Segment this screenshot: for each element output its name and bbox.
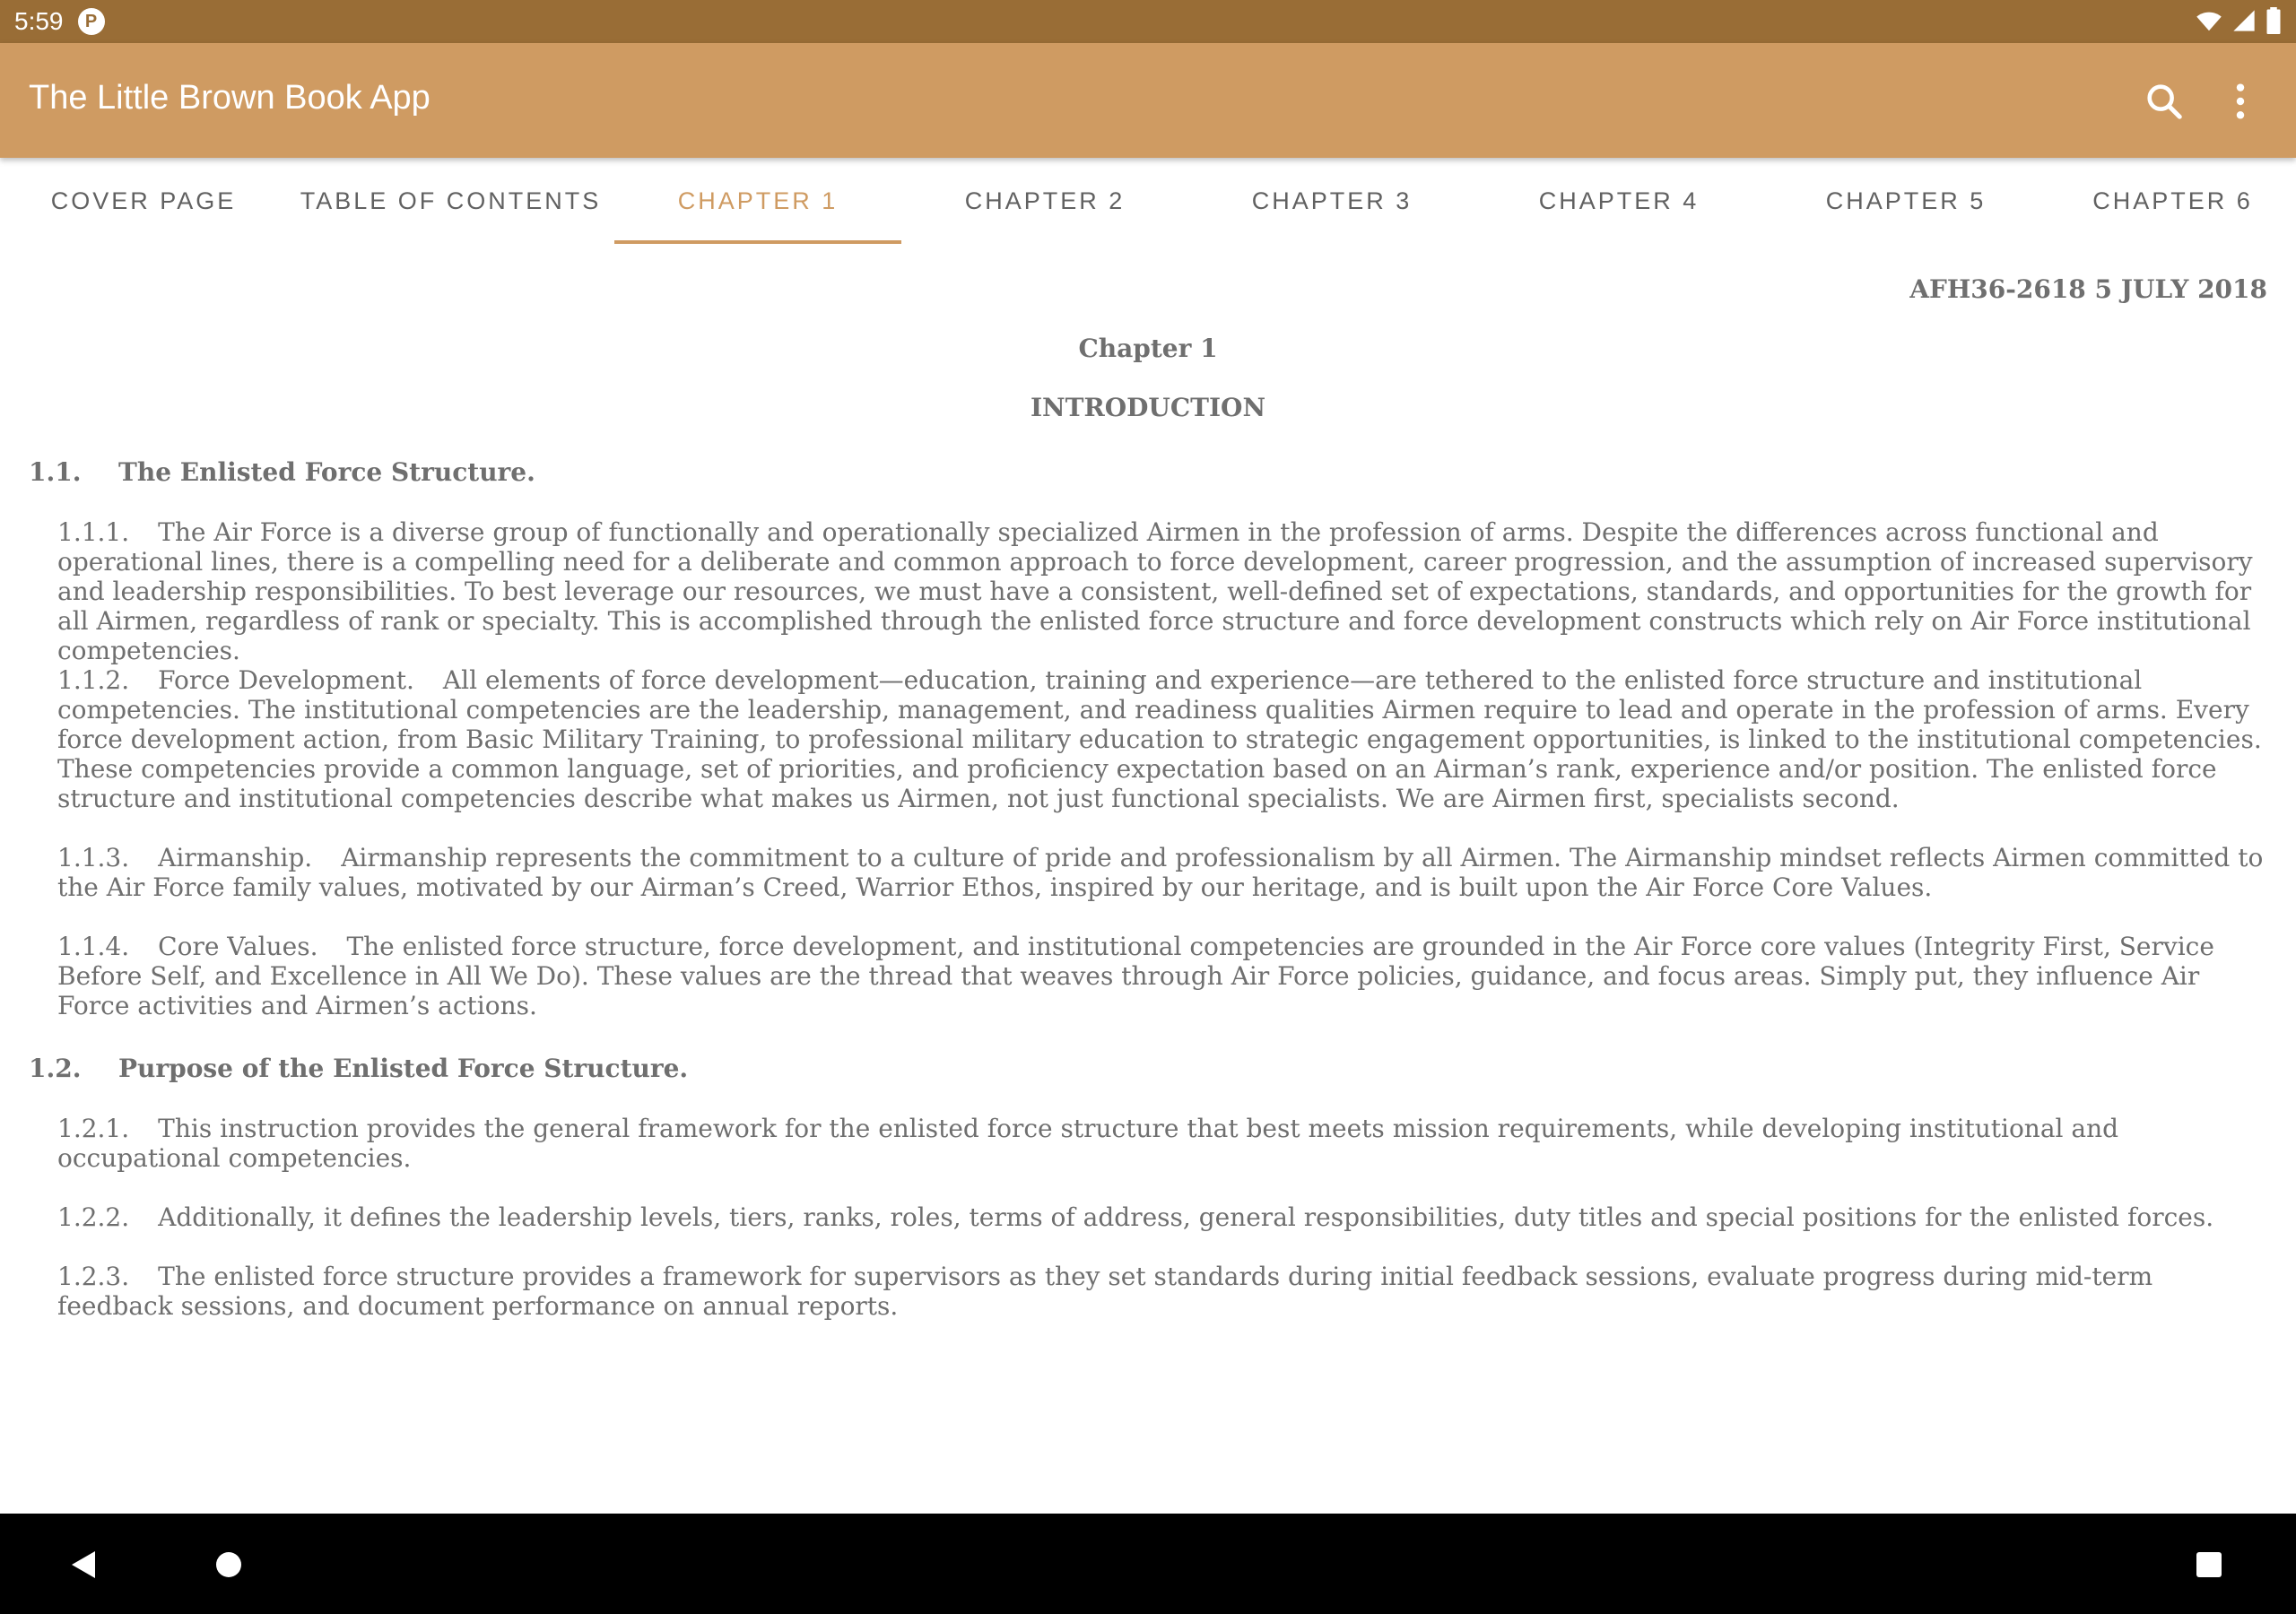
paragraph-text: Airmanship represents the commitment to a culture of pride and professionalism by all Airmen. The Airmanship mindset reflects Airmen committed to the Air Force family values, motivated by our Airman’s Creed, Warrior Ethos, inspired by our heritage, and is built upon the Air Force Core Values. [57,843,2264,902]
paragraph-number: 1.2.2. [57,1202,130,1232]
tab-chapter-5[interactable]: CHAPTER 5 [1825,187,1987,214]
more-options-icon[interactable] [2224,81,2257,122]
chapter-title: Chapter 1 [1078,334,1218,363]
section-number: 1.1. [29,457,82,487]
paragraph [57,517,2264,665]
wifi-icon [2196,7,2222,34]
chapter-document[interactable] [0,244,2296,1514]
status-time: 5:59 [14,7,64,35]
section-heading [29,457,535,487]
tab-chapter-4[interactable]: CHAPTER 4 [1538,187,1700,214]
paragraph [57,1114,2264,1173]
paragraph [57,932,2264,1020]
paragraph-heading: Core Values. [158,932,318,961]
back-icon[interactable] [70,1549,97,1580]
status-icons [2196,7,2282,34]
status-bar [0,0,2296,43]
paragraph-number: 1.2.3. [57,1262,130,1291]
paragraph-heading: Airmanship. [158,843,313,872]
chapter-subtitle: INTRODUCTION [1030,393,1266,422]
tab-cover-page[interactable]: COVER PAGE [50,187,237,214]
paragraph-number: 1.1.2. [57,665,130,695]
paragraph-text: The enlisted force structure, force development, and institutional competencies are grounded in the Air Force core values (Integrity First, Service Before Self, and Excellence in All We Do). These values are the thread that weaves through Air Force policies, guidance, and focus areas. Simply put, they influence Air Force activities and Airmen’s actions. [57,932,2214,1020]
tab-table-of-contents[interactable]: TABLE OF CONTENTS [300,187,602,214]
section-heading [29,1054,688,1083]
tab-chapter-2[interactable]: CHAPTER 2 [964,187,1126,214]
paragraph-number: 1.2.1. [57,1114,130,1143]
app-title: The Little Brown Book App [29,79,430,117]
paragraph [57,1202,2264,1232]
paragraph-heading: Force Development. [158,665,414,695]
navigation-bar [0,1514,2296,1614]
battery-icon [2266,7,2282,34]
app-bar [0,43,2296,158]
section-title: Purpose of the Enlisted Force Structure. [118,1054,689,1083]
tab-chapter-6[interactable]: CHAPTER 6 [2092,187,2253,214]
paragraph-number: 1.1.3. [57,843,130,872]
paragraph-text: The enlisted force structure provides a framework for supervisors as they set standards during initial feedback sessions, evaluate progress during mid-term feedback sessions, and document performance on annual reports. [57,1262,2153,1321]
chapter-tabs [0,158,2296,244]
tab-chapter-1[interactable]: CHAPTER 1 [614,158,901,244]
cell-signal-icon [2231,8,2257,33]
paragraph-text: Additionally, it defines the leadership levels, tiers, ranks, roles, terms of address, general responsibilities, duty titles and special positions for the enlisted forces. [158,1202,2214,1232]
paragraph-text: This instruction provides the general framework for the enlisted force structure that best meets mission requirements, while developing institutional and occupational competencies. [57,1114,2119,1173]
search-icon[interactable] [2144,81,2185,122]
tab-chapter-3[interactable]: CHAPTER 3 [1251,187,1413,214]
paragraph [57,1262,2264,1321]
recents-icon[interactable] [2196,1551,2222,1578]
paragraph-text: All elements of force development—education, training and experience—are tethered to the enlisted force structure and institutional competencies. The institutional competencies are the leadership, management, and readiness qualities Airmen require to lead and operate in the profession of arms. Every force development action, from Basic Military Training, to professional military education to strategic engagement opportunities, is linked to the institutional competencies. These competencies provide a common language, set of priorities, and proficiency expectation based on an Airman’s rank, experience and/or position. The enlisted force structure and institutional competencies describe what makes us Airmen, not just functional specialists. We are Airmen first, specialists second. [57,665,2262,813]
paragraph [57,665,2264,813]
section-title: The Enlisted Force Structure. [118,457,535,487]
paragraph-text: The Air Force is a diverse group of functionally and operationally specialized Airmen in the profession of arms. Despite the differences across functional and operational lines, there is a compelling need for a deliberate and common approach to force development, career progression, and the assumption of increased supervisory and leadership responsibilities. To best leverage our resources, we must have a consistent, well-defined set of expectations, standards, and opportunities for the growth for all Airmen, regardless of rank or specialty. This is accomplished through the enlisted force structure and force development constructs which rely on Air Force institutional competencies. [57,517,2253,665]
paragraph-number: 1.1.1. [57,517,130,547]
document-id: AFH36-2618 5 JULY 2018 [1909,274,2267,304]
notification-app-icon: P [78,8,105,35]
paragraph [57,843,2264,902]
section-number: 1.2. [29,1054,82,1083]
paragraph-number: 1.1.4. [57,932,130,961]
home-icon[interactable] [215,1551,242,1578]
